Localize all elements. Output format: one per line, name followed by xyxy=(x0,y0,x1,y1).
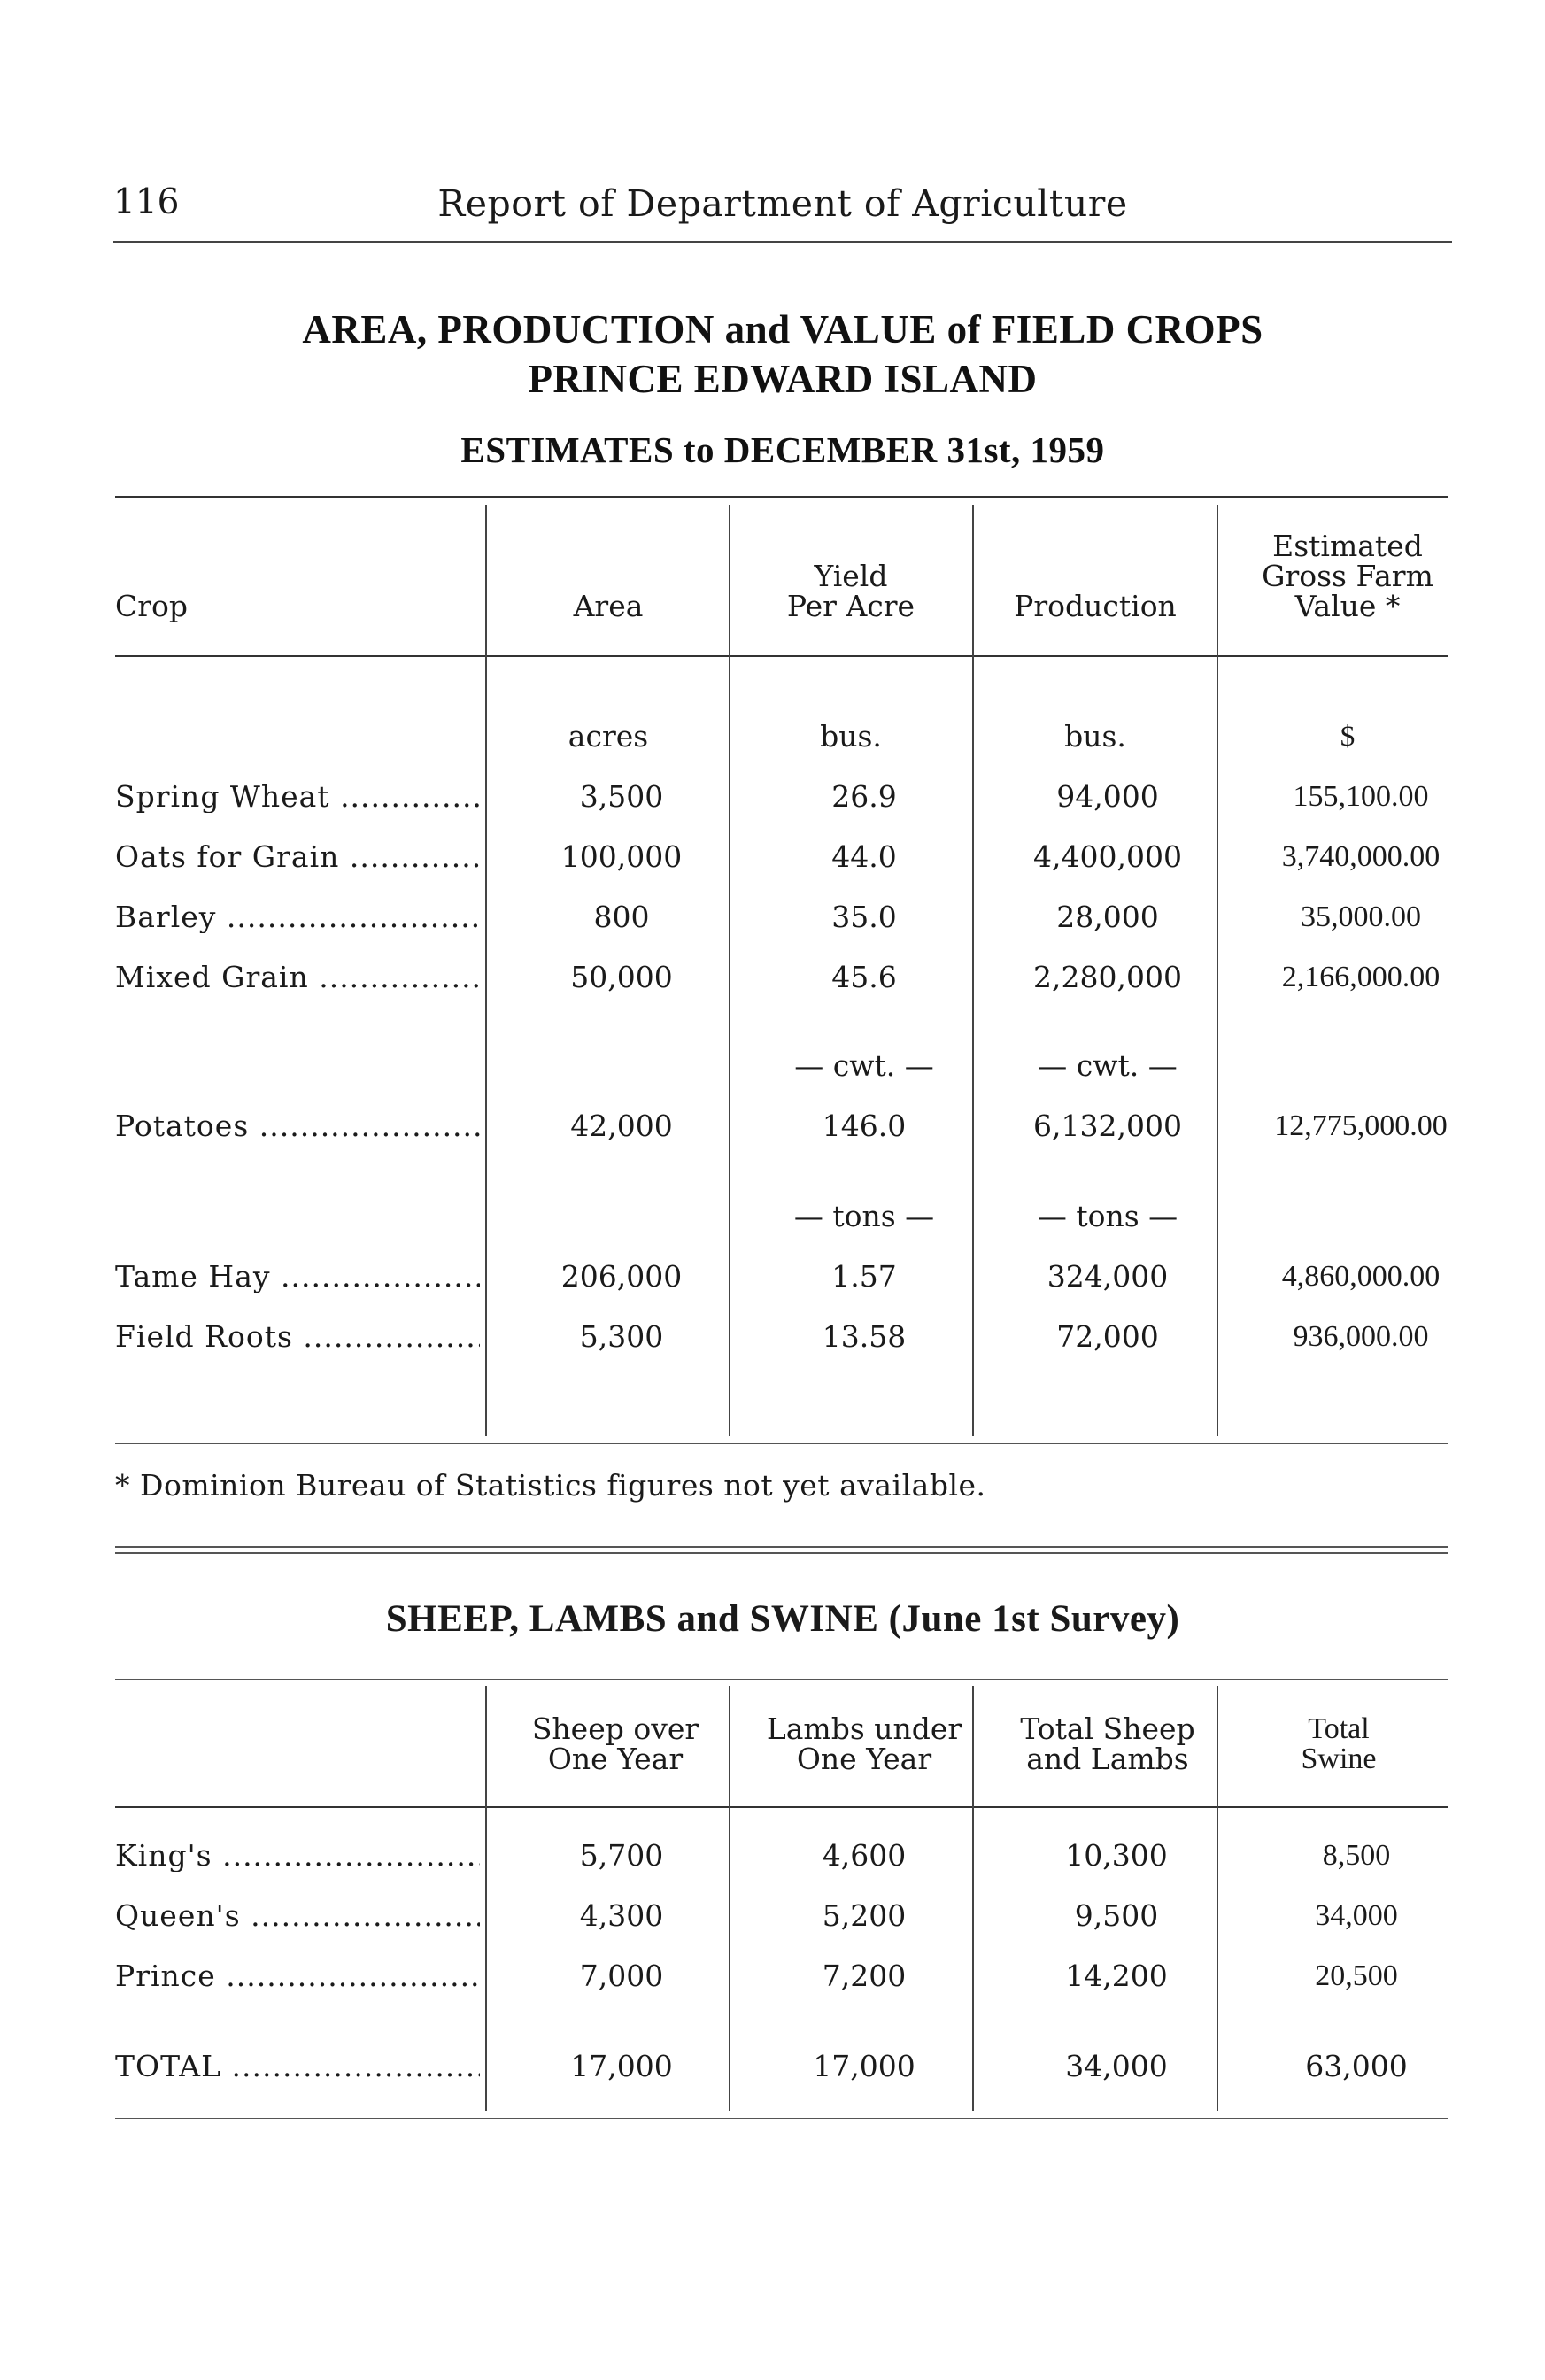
value-amount: 35,000.00 xyxy=(1301,900,1421,933)
area-value: 5,300 xyxy=(579,1319,664,1354)
area-value: 800 xyxy=(593,900,650,934)
crop-name: Barley ..... xyxy=(115,901,480,933)
value-amount: 936,000.00 xyxy=(1293,1320,1429,1353)
column-header-area: Area xyxy=(573,589,644,623)
yield-value: 146.0 xyxy=(822,1109,907,1143)
county-name: Queen's ..... xyxy=(115,1900,480,1932)
swine-value: 34,000 xyxy=(1315,1899,1398,1932)
running-title: Report of Department of Agriculture xyxy=(437,182,1128,225)
lambs-value: 4,600 xyxy=(822,1838,907,1873)
county-name: King's ..... xyxy=(115,1840,480,1872)
column-header-crop: Crop xyxy=(115,589,189,623)
production-value: 4,400,000 xyxy=(1033,839,1182,874)
sheep-value: 7,000 xyxy=(579,1959,664,1993)
yield-value: 35.0 xyxy=(831,900,897,934)
column-header-lambs: One Year xyxy=(796,1742,932,1776)
column-header-swine: Total xyxy=(1308,1712,1370,1745)
table-header-rule xyxy=(115,655,1448,657)
unit-label: bus. xyxy=(1064,719,1126,753)
crop-name: Spring Wheat ..... xyxy=(115,781,480,813)
total-label: TOTAL ..... xyxy=(115,2051,480,2082)
column-divider xyxy=(485,1686,487,2111)
production-value: 94,000 xyxy=(1056,779,1159,814)
production-value: 6,132,000 xyxy=(1033,1109,1182,1143)
yield-value: 13.58 xyxy=(822,1319,907,1354)
production-value: 2,280,000 xyxy=(1033,960,1182,994)
column-header-value: Value * xyxy=(1294,589,1401,623)
production-value: 72,000 xyxy=(1056,1319,1159,1354)
area-value: 50,000 xyxy=(570,960,673,994)
area-value: 42,000 xyxy=(570,1109,673,1143)
section-divider xyxy=(115,1546,1448,1554)
column-header-value: Gross Farm xyxy=(1262,559,1433,593)
county-name: Prince ..... xyxy=(115,1960,480,1992)
value-amount: 4,860,000.00 xyxy=(1281,1260,1441,1293)
footnote: * Dominion Bureau of Statistics figures not yet available. xyxy=(115,1468,986,1503)
crop-name: Oats for Grain ..... xyxy=(115,841,480,873)
column-header-sheep: One Year xyxy=(547,1742,684,1776)
lambs-total: 17,000 xyxy=(813,2049,915,2083)
area-value: 206,000 xyxy=(560,1259,683,1294)
crop-name: Mixed Grain ..... xyxy=(115,962,480,993)
lambs-value: 5,200 xyxy=(822,1898,907,1933)
column-header-yield: Yield xyxy=(814,559,888,593)
sheep-value: 5,700 xyxy=(579,1838,664,1873)
crop-name: Field Roots ..... xyxy=(115,1321,480,1353)
total-sheep-total: 34,000 xyxy=(1065,2049,1168,2083)
crops-estimates-date: ESTIMATES to DECEMBER 31st, 1959 xyxy=(460,429,1105,470)
crops-subtitle: PRINCE EDWARD ISLAND xyxy=(528,357,1038,401)
lambs-value: 7,200 xyxy=(822,1959,907,1993)
sheep-value: 4,300 xyxy=(579,1898,664,1933)
total-sheep-value: 9,500 xyxy=(1074,1898,1159,1933)
unit-label: $ xyxy=(1340,721,1356,753)
table-bottom-rule xyxy=(115,1443,1448,1444)
crop-name: Tame Hay ..... xyxy=(115,1261,480,1293)
column-header-yield: Per Acre xyxy=(786,589,915,623)
yield-value: 45.6 xyxy=(831,960,897,994)
swine-total: 63,000 xyxy=(1305,2049,1408,2083)
sheep-total: 17,000 xyxy=(570,2049,673,2083)
table-top-rule xyxy=(115,1679,1448,1680)
column-header-production: Production xyxy=(1014,589,1177,623)
table-top-rule xyxy=(115,496,1448,498)
area-value: 100,000 xyxy=(560,839,683,874)
column-divider xyxy=(485,505,487,1436)
crop-name: Potatoes ..... xyxy=(115,1110,480,1142)
unit-label: — tons — xyxy=(1037,1199,1178,1233)
column-header-value: Estimated xyxy=(1272,529,1423,563)
column-header-lambs: Lambs under xyxy=(766,1712,962,1746)
livestock-title: SHEEP, LAMBS and SWINE (June 1st Survey) xyxy=(385,1598,1180,1640)
value-amount: 155,100.00 xyxy=(1293,780,1429,813)
value-amount: 3,740,000.00 xyxy=(1281,840,1441,873)
column-header-total-sheep: Total Sheep xyxy=(1020,1712,1195,1746)
area-value: 3,500 xyxy=(579,779,664,814)
unit-label: acres xyxy=(568,719,649,753)
table-header-rule xyxy=(115,1806,1448,1808)
total-sheep-value: 10,300 xyxy=(1065,1838,1168,1873)
crops-title: AREA, PRODUCTION and VALUE of FIELD CROPS xyxy=(302,307,1263,352)
column-header-swine: Swine xyxy=(1301,1742,1377,1775)
table-bottom-rule xyxy=(115,2118,1448,2119)
yield-value: 44.0 xyxy=(831,839,897,874)
yield-value: 26.9 xyxy=(831,779,897,814)
unit-label: bus. xyxy=(820,719,882,753)
swine-value: 8,500 xyxy=(1322,1839,1391,1872)
header-rule xyxy=(113,241,1452,243)
production-value: 324,000 xyxy=(1047,1259,1169,1294)
value-amount: 12,775,000.00 xyxy=(1274,1109,1448,1142)
page-number: 116 xyxy=(113,182,180,222)
total-sheep-value: 14,200 xyxy=(1065,1959,1168,1993)
column-header-total-sheep: and Lambs xyxy=(1026,1742,1189,1776)
running-header xyxy=(113,182,1452,237)
unit-label: — cwt. — xyxy=(1038,1048,1178,1083)
unit-label: — tons — xyxy=(793,1199,935,1233)
value-amount: 2,166,000.00 xyxy=(1281,961,1441,993)
unit-label: — cwt. — xyxy=(794,1048,934,1083)
column-header-sheep: Sheep over xyxy=(531,1712,699,1746)
production-value: 28,000 xyxy=(1056,900,1159,934)
yield-value: 1.57 xyxy=(831,1259,897,1294)
swine-value: 20,500 xyxy=(1315,1959,1398,1992)
